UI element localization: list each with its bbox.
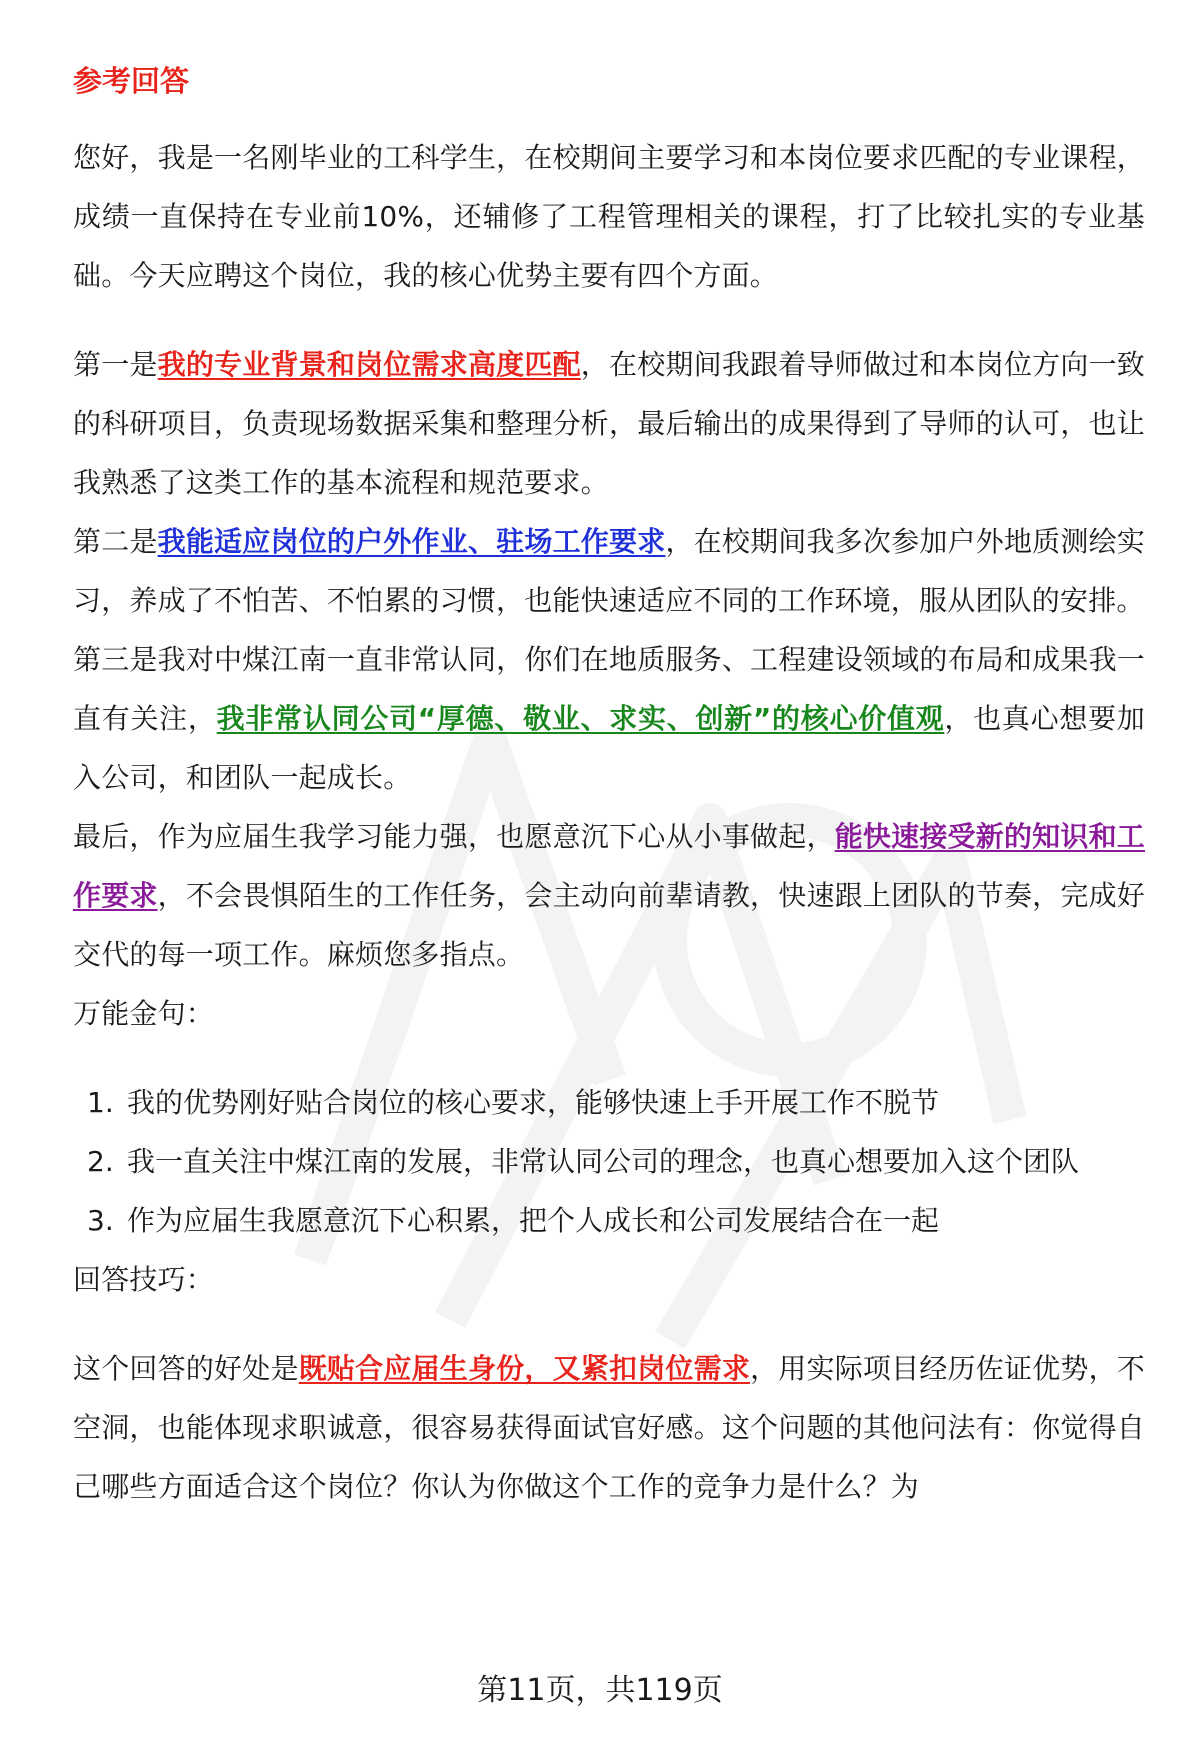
point-paragraph-1 bbox=[73, 335, 1145, 512]
list-item bbox=[73, 1073, 1145, 1132]
list-item bbox=[73, 1132, 1145, 1191]
point-highlight: 我能适应岗位的户外作业、驻场工作要求 bbox=[157, 525, 666, 558]
point-suffix: ，在校期间我多次参加户外地质测绘实习，养成了不怕苦、不怕累的习惯，也能快速适应不同的工作环境，服从团队的安排。 bbox=[73, 525, 1146, 617]
list-item-text: 我的优势刚好贴合岗位的核心要求，能够快速上手开展工作不脱节 bbox=[127, 1086, 940, 1119]
point-paragraph-4 bbox=[73, 807, 1145, 984]
golden-sentences-list bbox=[73, 1073, 1145, 1250]
point-highlight: 我的专业背景和岗位需求高度匹配 bbox=[157, 348, 581, 381]
point-suffix: ，在校期间我跟着导师做过和本岗位方向一致的科研项目，负责现场数据采集和整理分析，最后输出的成果得到了导师的认可，也让我熟悉了这类工作的基本流程和规范要求。 bbox=[73, 348, 1145, 499]
point-prefix: 第二是 bbox=[73, 525, 158, 558]
point-paragraph-2 bbox=[73, 512, 1145, 630]
intro-paragraph: 您好，我是一名刚毕业的工科学生，在校期间主要学习和本岗位要求匹配的专业课程，成绩一直保持在专业前10%，还辅修了工程管理相关的课程，打了比较扎实的专业基础。今天应聘这个岗位，我的核心优势主要有四个方面。 bbox=[73, 141, 1145, 292]
golden-sentences-label: 万能金句： bbox=[73, 997, 215, 1030]
page-number-footer: 第11页，共119页 bbox=[477, 1673, 723, 1708]
point-highlight: 能快速接受新的知识和工作要求 bbox=[73, 820, 1146, 912]
answer-tips-label: 回答技巧： bbox=[73, 1263, 215, 1296]
point-prefix: 第一是 bbox=[73, 348, 158, 381]
list-item-number: 1. bbox=[87, 1086, 114, 1119]
point-suffix: ，不会畏惧陌生的工作任务，会主动向前辈请教，快速跟上团队的节奏，完成好交代的每一项工作。麻烦您多指点。 bbox=[73, 879, 1145, 971]
tips-prefix: 这个回答的好处是 bbox=[73, 1352, 299, 1385]
point-prefix: 最后，作为应届生我学习能力强，也愿意沉下心从小事做起， bbox=[73, 820, 835, 853]
section-heading: 参考回答 bbox=[73, 64, 190, 98]
list-item-number: 3. bbox=[87, 1204, 114, 1237]
list-item-text: 我一直关注中煤江南的发展，非常认同公司的理念，也真心想要加入这个团队 bbox=[127, 1145, 1080, 1178]
tips-suffix: ，用实际项目经历佐证优势，不空洞，也能体现求职诚意，很容易获得面试官好感。这个问题的其他问法有：你觉得自己哪些方面适合这个岗位？你认为你做这个工作的竞争力是什么？为 bbox=[73, 1352, 1145, 1503]
tips-paragraph bbox=[73, 1339, 1145, 1516]
point-suffix: ，也真心想要加入公司，和团队一起成长。 bbox=[73, 702, 1145, 794]
list-item-number: 2. bbox=[87, 1145, 114, 1178]
point-prefix: 第三是我对中煤江南一直非常认同，你们在地质服务、工程建设领域的布局和成果我一直有关注， bbox=[73, 643, 1145, 735]
list-item bbox=[73, 1191, 1145, 1250]
tips-highlight: 既贴合应届生身份，又紧扣岗位需求 bbox=[298, 1352, 751, 1385]
list-item-text: 作为应届生我愿意沉下心积累，把个人成长和公司发展结合在一起 bbox=[127, 1204, 940, 1237]
document-body bbox=[73, 58, 1145, 1516]
point-paragraph-3 bbox=[73, 630, 1145, 807]
point-highlight: 我非常认同公司“厚德、敬业、求实、创新”的核心价值观 bbox=[216, 702, 945, 735]
